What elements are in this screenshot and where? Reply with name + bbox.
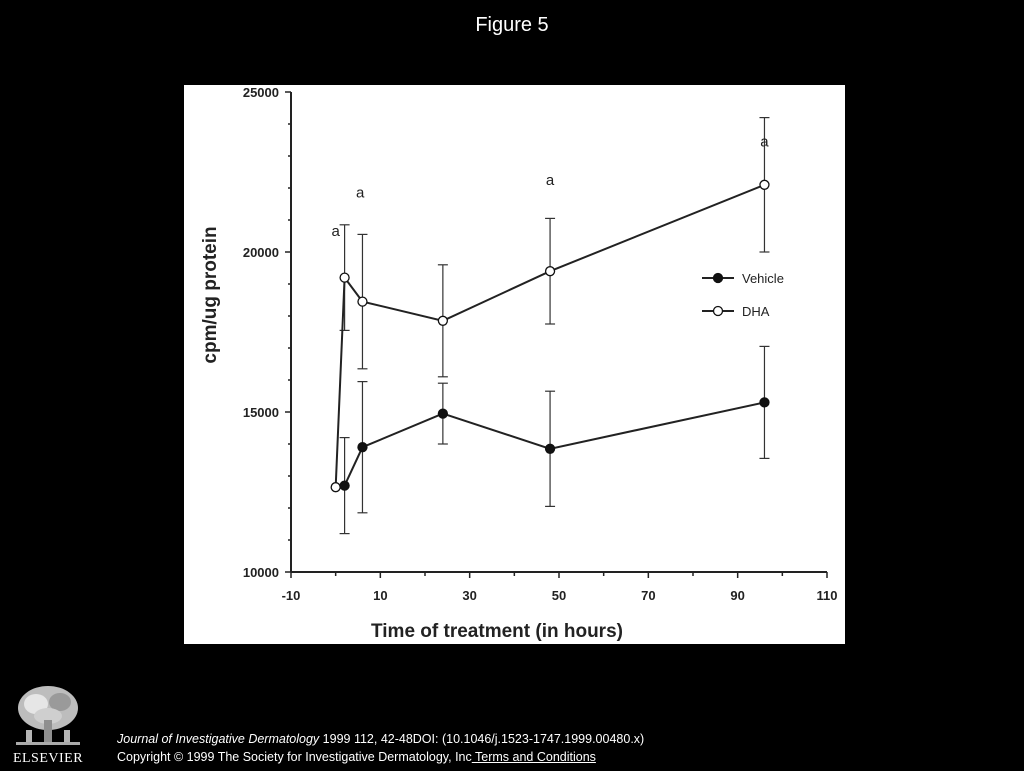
significance-annotation: a <box>356 184 365 202</box>
vehicle-legend-marker <box>714 274 723 283</box>
citation-details: 1999 112, 42-48DOI: (10.1046/j.1523-1747.1999.00480.x) <box>319 732 645 746</box>
vehicle-data-point <box>546 444 555 453</box>
copyright-text: Copyright © 1999 The Society for Investigative Dermatology, Inc <box>117 750 472 764</box>
x-tick-label: 10 <box>373 588 388 603</box>
x-tick-label: 50 <box>551 588 567 603</box>
dha-data-point <box>546 267 555 276</box>
journal-name: Journal of Investigative Dermatology <box>117 732 320 746</box>
dha-data-point <box>331 483 340 492</box>
vehicle-data-point <box>358 443 367 452</box>
citation-line <box>117 730 644 748</box>
x-tick-label: 30 <box>462 588 477 603</box>
y-tick-label: 25000 <box>242 85 279 100</box>
tree-icon <box>16 686 80 745</box>
line-chart <box>184 85 845 644</box>
vehicle-data-point <box>760 398 769 407</box>
y-axis-label: cpm/ug protein <box>200 226 221 364</box>
dha-legend-label: DHA <box>742 304 770 319</box>
dha-legend-marker <box>714 307 723 316</box>
significance-annotation: a <box>760 133 769 151</box>
vehicle-data-point <box>438 409 447 418</box>
dha-data-point <box>358 297 367 306</box>
vehicle-series-line <box>345 402 765 485</box>
x-tick-label: -10 <box>281 588 301 603</box>
elsevier-wordmark: ELSEVIER <box>12 751 84 766</box>
copyright-line <box>117 748 644 766</box>
dha-data-point <box>438 316 447 325</box>
figure-panel <box>184 85 845 644</box>
x-tick-label: 110 <box>816 588 838 603</box>
y-tick-label: 15000 <box>242 405 279 420</box>
x-axis-label: Time of treatment (in hours) <box>371 621 623 642</box>
x-tick-label: 70 <box>641 588 656 603</box>
elsevier-logo <box>8 680 88 766</box>
terms-link[interactable]: Terms and Conditions <box>471 750 596 764</box>
vehicle-data-point <box>340 481 349 490</box>
slide-title: Figure 5 <box>475 14 549 36</box>
y-tick-label: 20000 <box>242 245 279 260</box>
significance-annotation: a <box>545 171 555 189</box>
vehicle-legend-label: Vehicle <box>742 271 784 286</box>
dha-data-point <box>760 180 769 189</box>
footer-citation <box>117 730 644 766</box>
y-tick-label: 10000 <box>242 565 279 580</box>
x-tick-label: 90 <box>730 588 745 603</box>
significance-annotation: a <box>331 223 340 240</box>
dha-data-point <box>340 273 349 282</box>
